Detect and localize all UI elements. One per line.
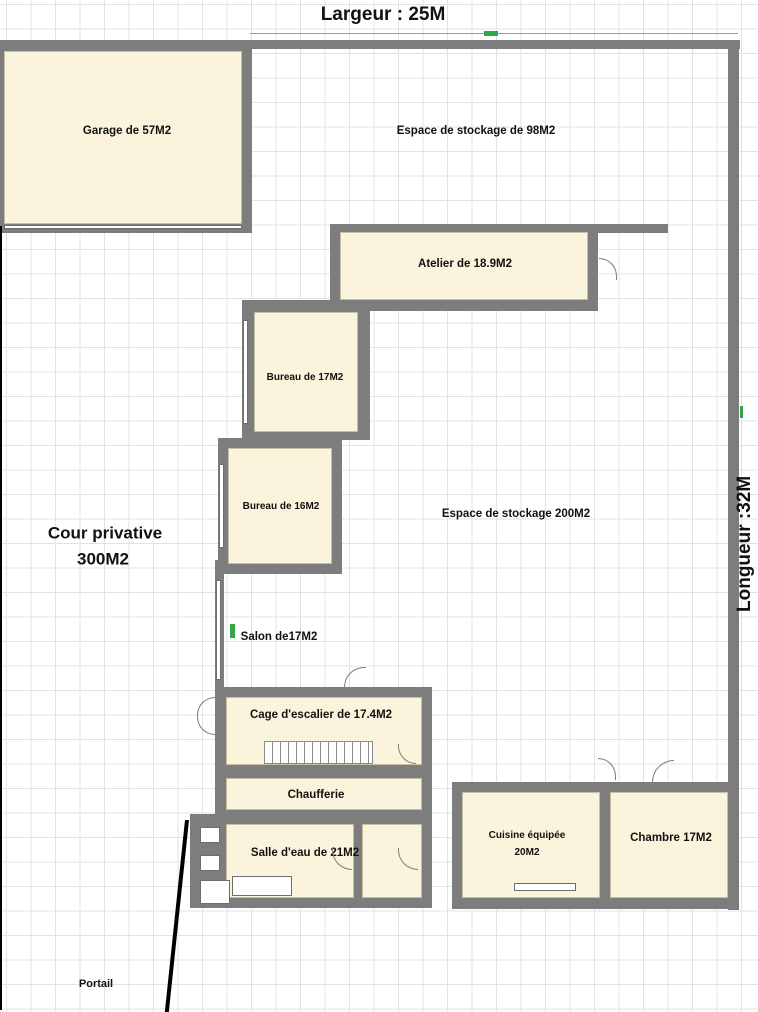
atelier-wall-extension	[596, 224, 668, 233]
bedroom-door	[652, 760, 674, 782]
gate-label: Portail	[78, 978, 114, 991]
kitchen-counter	[514, 883, 576, 891]
storage-98-label: Espace de stockage de 98M2	[396, 124, 556, 137]
staircase	[264, 741, 373, 764]
atelier-label: Atelier de 18.9M2	[418, 257, 512, 270]
bureau-17-window	[243, 320, 248, 424]
bureau-17-label: Bureau de 17M2	[266, 371, 344, 383]
toilet-fixture-2	[200, 855, 220, 871]
bathtub-fixture	[232, 876, 292, 896]
kitchen-label-line1: Cuisine équipée	[488, 829, 566, 841]
bureau-16-label: Bureau de 16M2	[242, 500, 320, 512]
length-dimension-marker	[740, 406, 743, 418]
garage-label: Garage de 57M2	[82, 124, 172, 137]
kitchen-label-line2: 20M2	[514, 846, 540, 858]
length-dimension-label: Longueur :32M	[734, 475, 755, 612]
toilet-fixture-1	[200, 827, 220, 843]
bureau-16-window	[219, 464, 224, 548]
chaufferie-label: Chaufferie	[287, 788, 345, 801]
kitchen-door	[598, 758, 616, 780]
atelier-door	[599, 258, 617, 280]
stair-door	[344, 667, 366, 687]
courtyard-boundary-line	[0, 226, 2, 1010]
width-dimension-marker	[484, 31, 498, 36]
salon-label: Salon de17M2	[240, 630, 318, 643]
bedroom-label: Chambre 17M2	[630, 831, 712, 844]
salon-door	[197, 697, 215, 735]
salon-marker	[230, 624, 235, 638]
width-dimension-label: Largeur : 25M	[320, 4, 446, 25]
storage-200-label: Espace de stockage 200M2	[441, 507, 591, 520]
stair-label: Cage d'escalier de 17.4M2	[249, 708, 393, 721]
garage-door-bottom	[4, 225, 242, 229]
shower-fixture	[200, 880, 230, 904]
gate-line	[165, 820, 189, 1012]
courtyard-label-line2: 300M2	[77, 549, 129, 569]
salon-window	[216, 580, 221, 680]
courtyard-label-line1: Cour privative	[47, 523, 163, 543]
bathroom-label: Salle d'eau de 21M2	[250, 846, 360, 859]
